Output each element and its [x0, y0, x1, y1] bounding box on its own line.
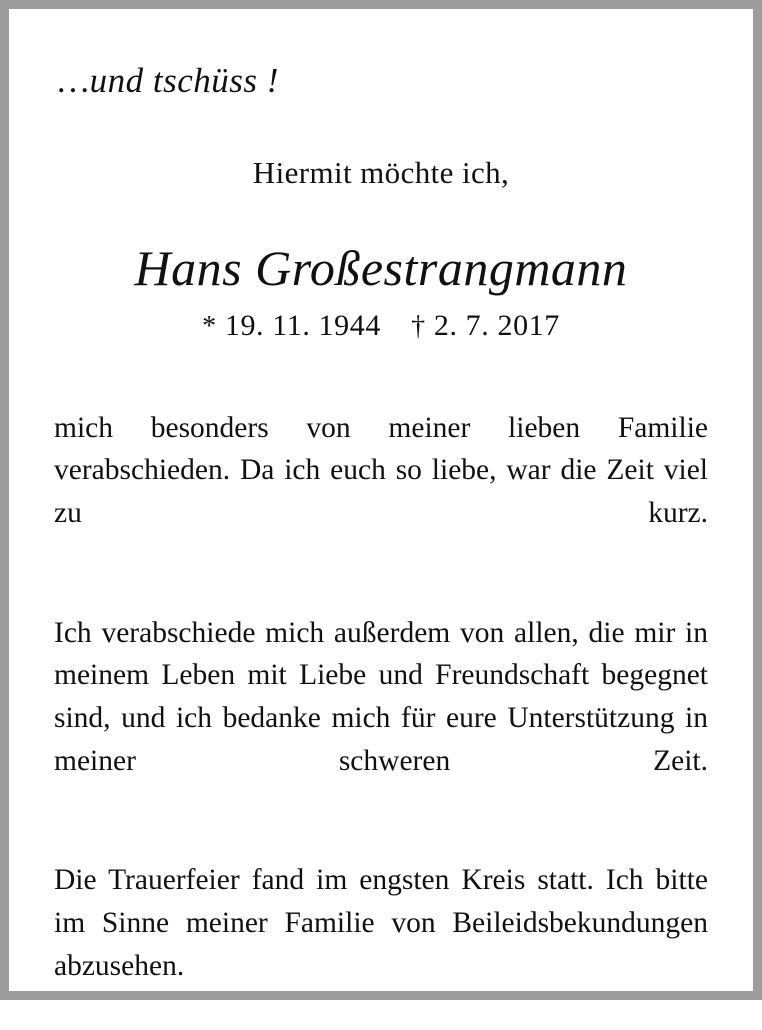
birth-date: 19. 11. 1944 [224, 308, 381, 342]
death-date: 2. 7. 2017 [433, 308, 560, 342]
notice-content [18, 18, 744, 982]
intro-text: Hiermit möchte ich, [252, 154, 510, 190]
deceased-name: Hans Großestrangmann [134, 239, 628, 296]
life-dates [54, 309, 708, 343]
body-paragraph-2: Ich verabschiede mich außerdem von allen, die mir in meinem Leben mit Liebe und Freundschaft begegnet sind, und ich bedanke mich für eure Unterstützung in meiner schweren Zeit. [54, 616, 708, 777]
birth-symbol: * [202, 310, 217, 342]
salutation-text: …und tschüss ! [58, 61, 279, 100]
death-symbol: † [411, 310, 426, 342]
body-paragraph-1: mich besonders von meiner lieben Familie verabschieden. Da ich euch so liebe, war die Zeit viel zu kurz. [54, 411, 708, 530]
body-paragraph-3: Die Trauerfeier fand im engsten Kreis statt. Ich bitte im Sinne meiner Familie von Beileidsbekundungen abzusehen. [54, 864, 708, 982]
